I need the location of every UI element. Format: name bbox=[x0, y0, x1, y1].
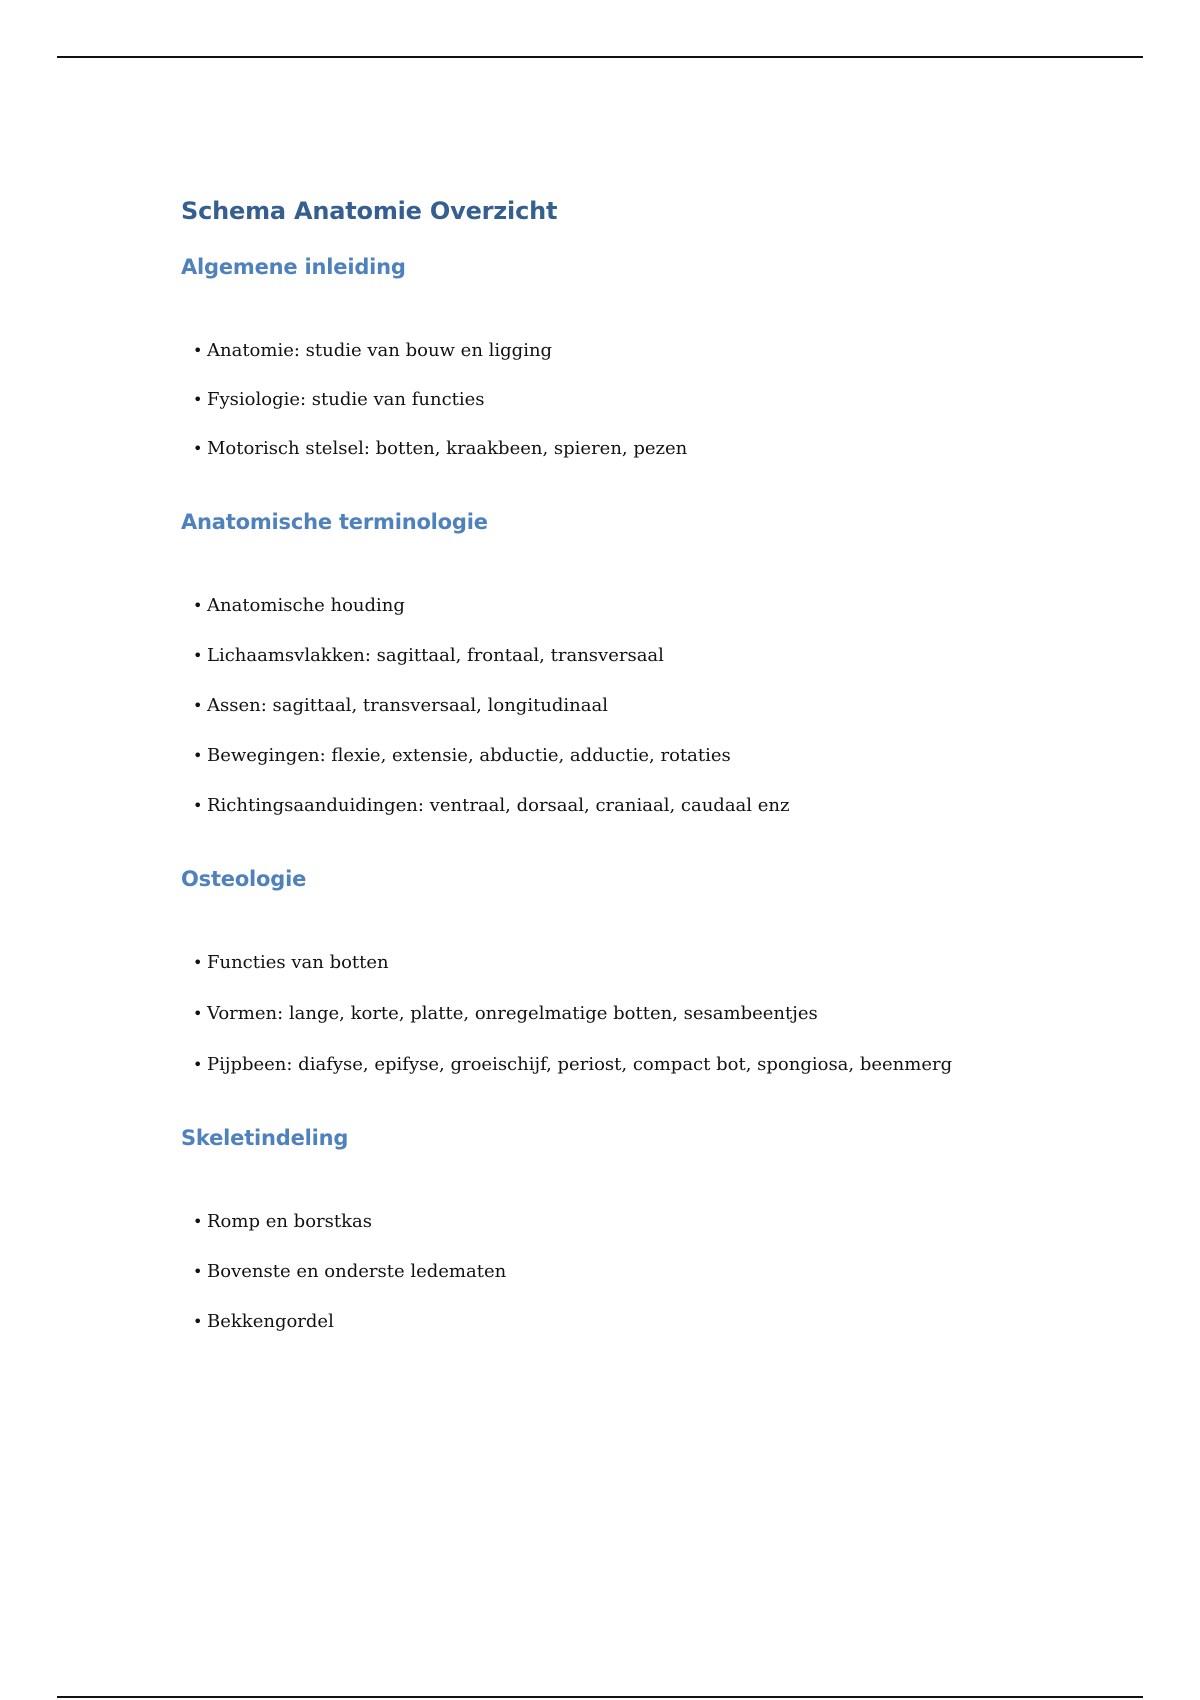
footer-rule bbox=[57, 1696, 1143, 1698]
section-skeletindeling bbox=[181, 1123, 1081, 1336]
list-item-text: Motorisch stelsel: botten, kraakbeen, spieren, pezen bbox=[207, 438, 688, 459]
bullet-icon: • bbox=[193, 796, 203, 815]
list-item-text: Assen: sagittaal, transversaal, longitudinaal bbox=[207, 695, 608, 716]
list-item-text: Fysiologie: studie van functies bbox=[207, 389, 485, 410]
list-item bbox=[181, 792, 1081, 820]
document-title: Schema Anatomie Overzicht bbox=[181, 197, 558, 225]
section-osteologie bbox=[181, 864, 1081, 1079]
section-anatomische-terminologie bbox=[181, 507, 1081, 820]
bullet-icon: • bbox=[193, 1212, 203, 1231]
bullet-icon: • bbox=[193, 341, 203, 360]
list-item-text: Lichaamsvlakken: sagittaal, frontaal, transversaal bbox=[207, 645, 664, 666]
bullet-icon: • bbox=[193, 390, 203, 409]
bullet-icon: • bbox=[193, 596, 203, 615]
header-rule bbox=[57, 56, 1143, 58]
bullet-list bbox=[181, 1208, 1081, 1336]
bullet-list bbox=[181, 949, 1081, 1079]
list-item-text: Anatomische houding bbox=[207, 595, 405, 616]
document-body bbox=[181, 193, 1081, 1336]
list-item-text: Bekkengordel bbox=[207, 1311, 334, 1332]
list-item bbox=[181, 642, 1081, 670]
list-item-text: Romp en borstkas bbox=[207, 1211, 372, 1232]
list-item bbox=[181, 1208, 1081, 1236]
list-item bbox=[181, 1308, 1081, 1336]
list-item bbox=[181, 1000, 1081, 1028]
list-item bbox=[181, 1258, 1081, 1286]
list-item bbox=[181, 949, 1081, 977]
bullet-icon: • bbox=[193, 1004, 203, 1023]
section-heading: Osteologie bbox=[181, 867, 307, 891]
bullet-icon: • bbox=[193, 1055, 203, 1074]
list-item bbox=[181, 742, 1081, 770]
list-item-text: Functies van botten bbox=[207, 952, 389, 973]
list-item bbox=[181, 386, 1081, 414]
list-item bbox=[181, 337, 1081, 365]
bullet-icon: • bbox=[193, 1312, 203, 1331]
section-heading: Algemene inleiding bbox=[181, 255, 406, 279]
bullet-icon: • bbox=[193, 696, 203, 715]
section-algemene-inleiding bbox=[181, 252, 1081, 463]
bullet-icon: • bbox=[193, 746, 203, 765]
bullet-icon: • bbox=[193, 1262, 203, 1281]
bullet-icon: • bbox=[193, 439, 203, 458]
bullet-list bbox=[181, 337, 1081, 463]
list-item-text: Anatomie: studie van bouw en ligging bbox=[207, 340, 553, 361]
list-item-text: Pijpbeen: diafyse, epifyse, groeischijf, periost, compact bot, spongiosa, beenmerg bbox=[207, 1054, 953, 1075]
list-item bbox=[181, 692, 1081, 720]
list-item bbox=[181, 592, 1081, 620]
list-item-text: Bewegingen: flexie, extensie, abductie, adductie, rotaties bbox=[207, 745, 731, 766]
list-item-text: Bovenste en onderste ledematen bbox=[207, 1261, 507, 1282]
list-item bbox=[181, 1051, 1081, 1079]
list-item-text: Vormen: lange, korte, platte, onregelmatige botten, sesambeentjes bbox=[207, 1003, 818, 1024]
bullet-icon: • bbox=[193, 953, 203, 972]
bullet-icon: • bbox=[193, 646, 203, 665]
list-item-text: Richtingsaanduidingen: ventraal, dorsaal, craniaal, caudaal enz bbox=[207, 795, 790, 816]
bullet-list bbox=[181, 592, 1081, 820]
list-item bbox=[181, 435, 1081, 463]
section-heading: Anatomische terminologie bbox=[181, 510, 488, 534]
section-heading: Skeletindeling bbox=[181, 1126, 349, 1150]
